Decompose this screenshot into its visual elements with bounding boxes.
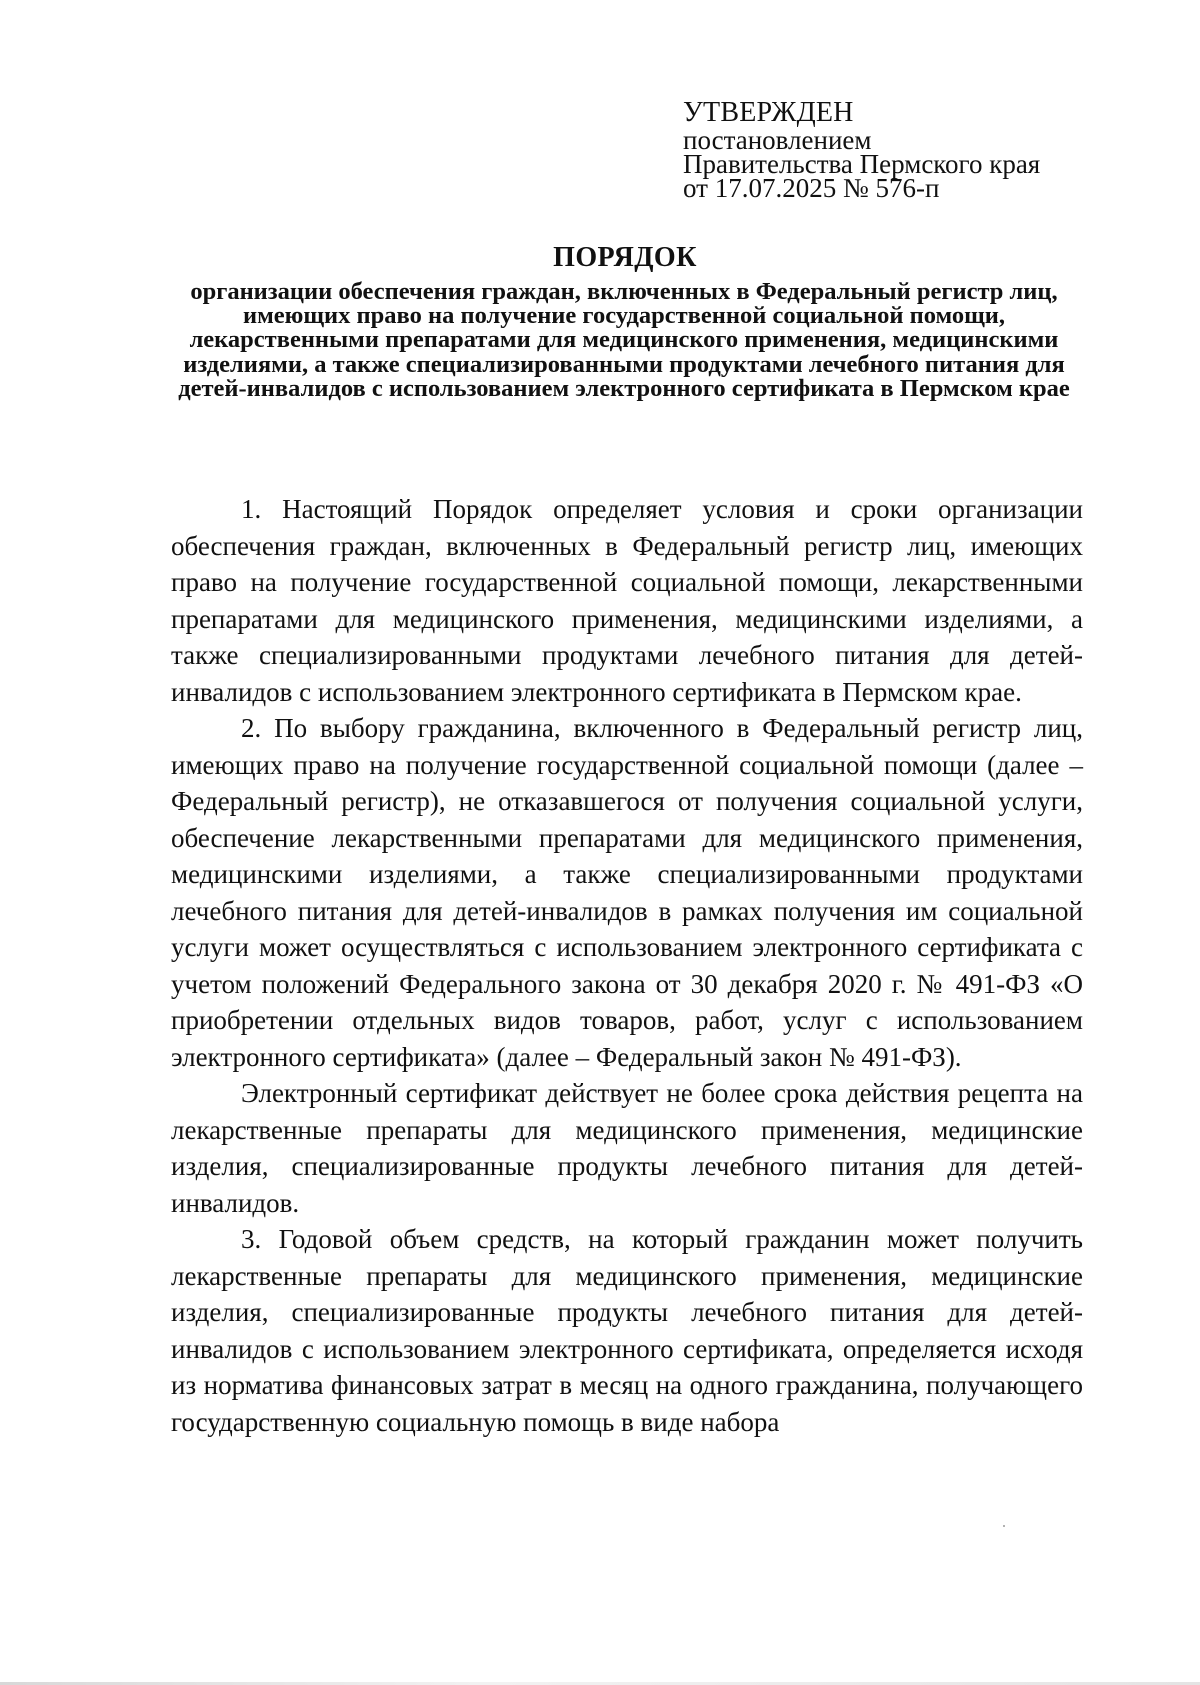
paragraph-2: 2. По выбору гражданина, включенного в Федеральный регистр лиц, имеющих право на получение государственной социальной помощи (далее – Федеральный регистр), не отказавшегося от получения социальной услуги, обеспечение лекарственными препаратами для медицинского применения, медицинскими изделиями, а также специализированными продуктами лечебного питания для детей-инвалидов в рамках получения им социальной услуги может осуществляться с использованием электронного сертификата с учетом положений Федерального закона от 30 декабря 2020 г. № 491-ФЗ «О приобретении отдельных видов товаров, работ, услуг с использованием электронного сертификата» (далее – Федеральный закон № 491-ФЗ). xyxy=(171,713,1083,1072)
paragraph-3: 3. Годовой объем средств, на который гражданин может получить лекарственные препараты для медицинского применения, медицинские изделия, специализированные продукты лечебного питания для детей-инвалидов с использованием электронного сертификата, определяется исходя из норматива финансовых затрат в месяц на одного гражданина, получающего государственную социальную помощь в виде набора xyxy=(171,1224,1083,1437)
document-title: ПОРЯДОК xyxy=(553,242,697,273)
approval-line: постановлением xyxy=(683,125,872,155)
approval-title: УТВЕРЖДЕН xyxy=(683,97,854,128)
approval-line: Правительства Пермского края xyxy=(683,149,1041,179)
approval-line: от 17.07.2025 № 576-п xyxy=(683,173,940,203)
approval-block xyxy=(683,97,1123,203)
paragraph-2-continued: Электронный сертификат действует не более срока действия рецепта на лекарственные препараты для медицинского применения, медицинские изделия, специализированные продукты лечебного питания для детей-инвалидов. xyxy=(171,1078,1083,1218)
paragraph-1: 1. Настоящий Порядок определяет условия и сроки организации обеспечения граждан, включенных в Федеральный регистр лиц, имеющих право на получение государственной социальной помощи, лекарственными препаратами для медицинского применения, медицинскими изделиями, а также специализированными продуктами лечебного питания для детей-инвалидов с использованием электронного сертификата в Пермском крае. xyxy=(171,494,1083,707)
scan-speck xyxy=(1003,1525,1005,1527)
document-subtitle: организации обеспечения граждан, включенных в Федеральный регистр лиц, имеющих право на получение государственной социальной помощи, лекарственными препаратами для медицинского применения, медицинскими изделиями, а также специализированными продуктами лечебного питания для детей-инвалидов с использованием электронного сертификата в Пермском крае xyxy=(178,278,1070,402)
document-body xyxy=(171,491,1083,1440)
